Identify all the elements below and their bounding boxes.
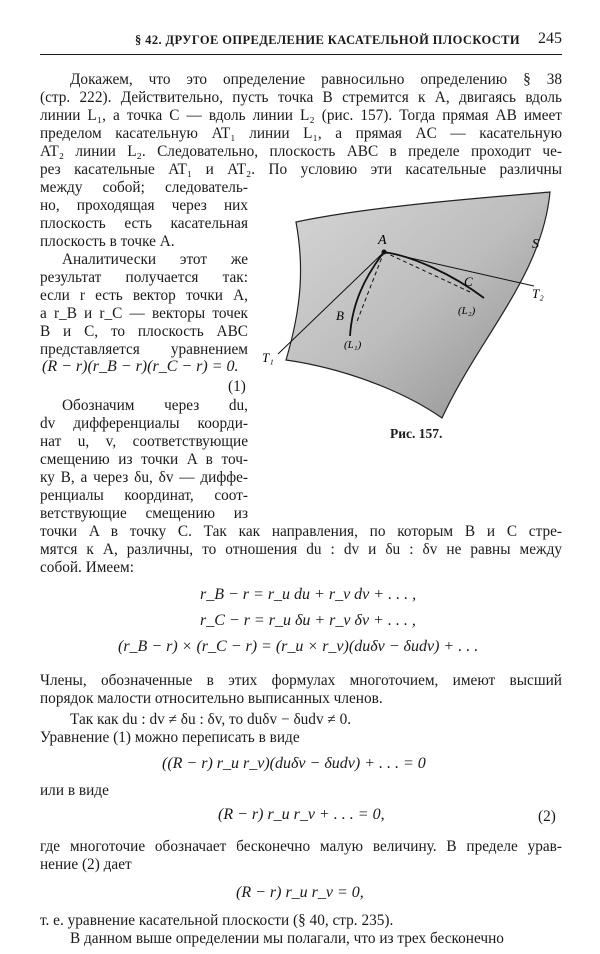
text-line: смещению из точки A в точ- [40,451,248,468]
text-line: нат u, v, соответствующие [40,433,248,450]
text-line: рез касательные AT₁ и AT₂. По условию эти касательные различны [40,161,562,178]
label-t1: T₁ [262,350,274,365]
text-line: Аналитически этот же [62,251,248,268]
text-line: Так как du : dv ≠ δu : δv, то duδv − δudv ≠ 0. [70,711,352,728]
label-s: S [532,237,539,252]
label-l1: (L₁) [344,339,362,351]
text-line: (стр. 222). Действительно, пусть точка B стремится к A, двигаясь вдоль [40,89,562,106]
equation-1: (R − r)(r_B − r)(r_C − r) = 0. [42,358,239,375]
text-line: Уравнение (1) можно переписать в виде [40,729,300,746]
text-line: нение (2) дает [40,856,132,873]
text-line: результат получается так: [40,269,248,286]
text-line: порядок малости относительно выписанных членов. [40,690,383,707]
text-line: ветствующие смещению из [40,505,248,522]
formula-rewrite: ((R − r) r_u r_v)(duδv − δudv) + . . . = 0 [162,755,426,772]
header-title: § 42. ДРУГОЕ ОПРЕДЕЛЕНИЕ КАСАТЕЛЬНОЙ ПЛОСКОСТИ [135,33,521,47]
formula-rc: r_C − r = r_u δu + r_v δv + . . . , [200,612,416,629]
text-line: плоскость в точке A. [40,233,175,250]
text-line: ренциалы координат, соот- [40,487,248,504]
page-number: 245 [538,30,562,47]
equation-1-number: (1) [228,378,246,395]
text-line: а r_B и r_C — векторы точек [40,305,248,322]
surface-figure [252,186,564,426]
text-line: представляется уравнением [40,341,248,358]
text-line: собой. Имеем: [40,559,134,576]
text-line: линии L₁, а точка C — вдоль линии L₂ (рис. 157). Тогда прямая AB имеет [40,107,562,124]
text-line: если r есть вектор точки A, [40,287,248,304]
text-line: Докажем, что это определение равносильно определению § 38 [70,71,562,88]
text-line: пределом касательную AT₁ линии L₁, а прямая AC — касательную [40,125,562,142]
text-line: но, проходящая через них [40,197,248,214]
label-b: B [336,308,344,323]
text-line: плоскость есть касательная [40,215,248,232]
text-line: мятся к A, различны, то отношения du : dv и δu : δv не равны между [40,541,562,558]
label-t2: T₂ [532,286,544,301]
text-line: Члены, обозначенные в этих формулах многоточием, имеют высший [40,672,562,689]
text-line: ку B, а через δu, δv — диффе- [40,469,248,486]
text-line: AT₂ линии L₂. Следовательно, плоскость ABC в пределе проходит че- [40,143,562,160]
formula-rb: r_B − r = r_u du + r_v dv + . . . , [200,586,417,603]
label-a: A [378,233,387,248]
equation-2: (R − r) r_u r_v + . . . = 0, [218,806,385,823]
figure-caption: Рис. 157. [390,426,443,441]
text-line: где многоточие обозначает бесконечно малую величину. В пределе урав- [40,838,562,855]
surface-s [286,192,550,418]
text-line: dv дифференциалы коорди- [40,415,248,432]
text-line: т. е. уравнение касательной плоскости (§ 40, стр. 235). [40,912,394,929]
formula-cross: (r_B − r) × (r_C − r) = (r_u × r_v)(duδv − δudv) + . . . [118,638,479,655]
text-line: В данном выше определении мы полагали, что из трех бесконечно [70,930,504,947]
formula-limit: (R − r) r_u r_v = 0, [236,884,364,901]
point-a [382,250,387,255]
text-line: между собой; следователь- [40,179,248,196]
equation-2-number: (2) [538,808,556,825]
running-header [40,30,562,55]
label-c: C [464,274,473,289]
label-l2: (L₂) [458,305,476,317]
text-line: точки A в точку C. Так как направления, по которым B и C стре- [40,523,562,540]
text-line: Обозначим через du, [62,397,248,414]
text-line: или в виде [40,782,109,799]
text-line: B и C, то плоскость ABC [40,323,248,340]
